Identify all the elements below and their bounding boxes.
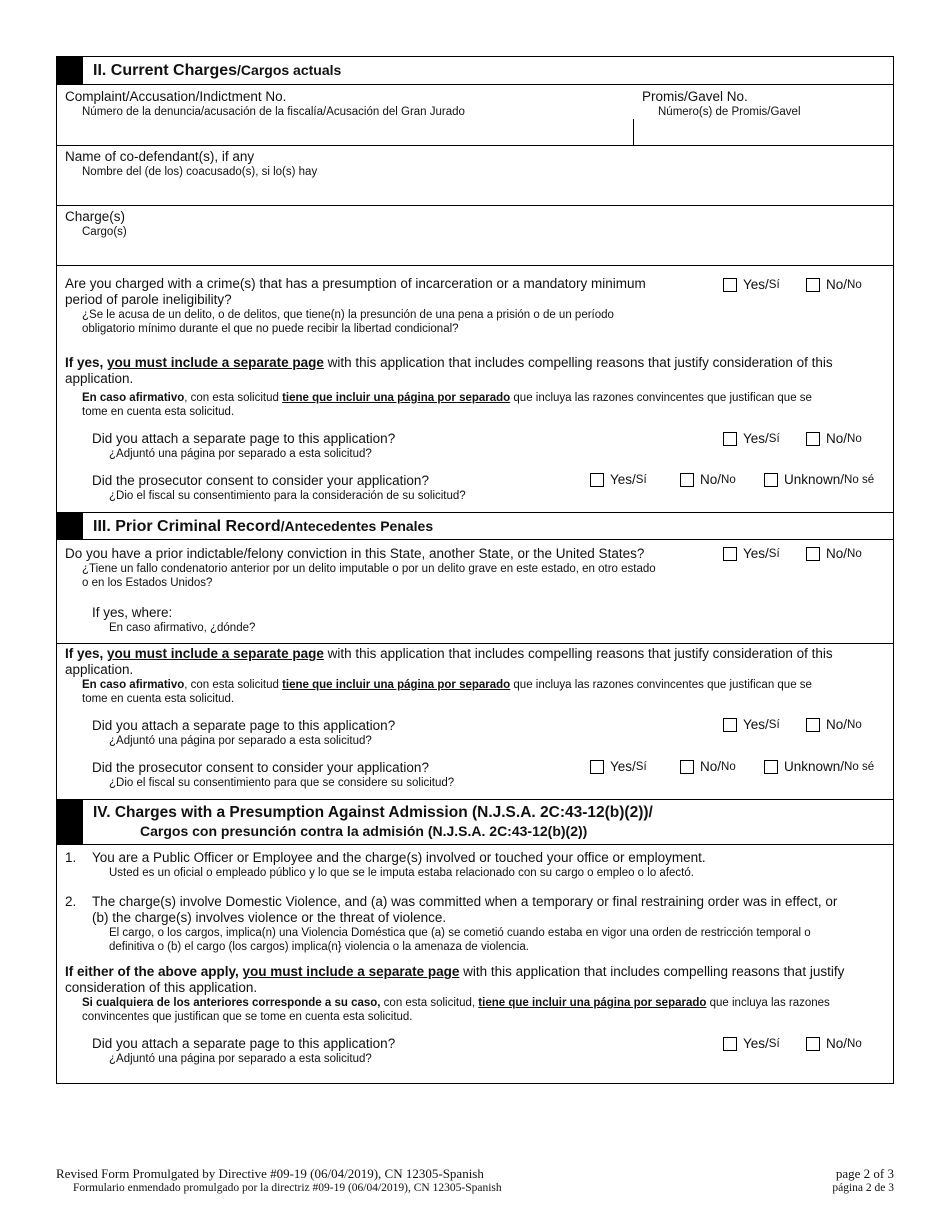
page-number: page 2 of 3 (835, 1166, 894, 1181)
attach-3-yes-checkbox[interactable]: Yes/ Sí (723, 717, 780, 732)
codefendant-label: Name of co-defendant(s), if any (65, 149, 255, 164)
attach-no-checkbox[interactable]: No/ No (806, 431, 862, 446)
section-4-header (57, 799, 893, 845)
charges-label-es: Cargo(s) (82, 226, 127, 238)
separate-page-instruction-es-2: tome en cuenta esta solicitud. (82, 406, 235, 418)
item-1-number: 1. (65, 850, 77, 865)
application-form (56, 56, 894, 1084)
separate-page-instruction-es: En caso afirmativo, con esta solicitud tiene que incluir una página por separado que incluya las razones convincentes que justifican que se (82, 392, 812, 404)
prosecutor-question-3: Did the prosecutor consent to consider your application? (92, 760, 429, 775)
item-2-text-2: (b) the charge(s) involves violence or the threat of violence. (92, 910, 447, 925)
separate-page-instruction-3-es: En caso afirmativo, con esta solicitud tiene que incluir una página por separado que incluya las razones convincentes que justifican que se (82, 679, 812, 691)
section-2-header (57, 57, 893, 85)
separate-page-instruction-3-es-2: tome en cuenta esta solicitud. (82, 693, 235, 705)
prior-conviction-question-es-2: o en los Estados Unidos? (82, 577, 213, 589)
item-2-number: 2. (65, 894, 77, 909)
complaint-label: Complaint/Accusation/Indictment No. (65, 89, 287, 104)
presumption-question-2: period of parole ineligibility? (65, 292, 232, 307)
attach-question-4: Did you attach a separate page to this application? (92, 1036, 396, 1051)
prosecutor-question-es: ¿Dio el fiscal su consentimiento para la consideración de su solicitud? (109, 490, 466, 502)
section-2-title: II. Current Charges (93, 62, 238, 79)
attach-4-no-checkbox[interactable]: No/ No (806, 1036, 862, 1051)
separate-page-instruction-3: If yes, you must include a separate page with this application that includes compelling reasons that justify consideration of this (65, 646, 833, 661)
attach-yes-checkbox[interactable]: Yes/ Sí (723, 431, 780, 446)
prior-no-checkbox[interactable]: No/ No (806, 546, 862, 561)
prior-conviction-question-es: ¿Tiene un fallo condenatorio anterior por un delito imputable o por un delito grave en este estado, en otro estado (82, 563, 656, 575)
attach-question-3-es: ¿Adjuntó una página por separado a esta solicitud? (109, 735, 372, 747)
section-marker (57, 513, 83, 539)
item-2-text-es: El cargo, o los cargos, implica(n) una Violencia Doméstica que (a) se cometió cuando estaba en vigor una orden de restricción temporal o (109, 927, 811, 939)
divider (57, 205, 893, 206)
divider (57, 643, 893, 644)
prosecutor-3-yes-checkbox[interactable]: Yes/ Sí (590, 759, 647, 774)
attach-question-es: ¿Adjuntó una página por separado a esta solicitud? (109, 448, 372, 460)
section-3-title-es: /Antecedentes Penales (280, 518, 434, 534)
footer-left-es: Formulario enmendado promulgado por la directriz #09-19 (06/04/2019), CN 12305-Spanish (73, 1182, 502, 1194)
item-2-text-es-2: definitiva o (b) el cargo (los cargos) implica(n} violencia o la amenaza de violencia. (109, 941, 529, 953)
checkbox-square (723, 278, 737, 292)
promis-label: Promis/Gavel No. (642, 89, 748, 104)
checkbox-square (806, 278, 820, 292)
footer-left: Revised Form Promulgated by Directive #09-19 (06/04/2019), CN 12305-Spanish (56, 1166, 484, 1181)
section-2-title-es: /Cargos actuals (237, 62, 342, 78)
attach-question-4-es: ¿Adjuntó una página por separado a esta solicitud? (109, 1053, 372, 1065)
separate-page-instruction-3-2: application. (65, 662, 134, 677)
checkbox-square (723, 1037, 737, 1051)
either-instruction-es: Si cualquiera de los anteriores corresponde a su caso, con esta solicitud, tiene que incluir una página por separado que incluya las razones (82, 997, 830, 1009)
charges-label: Charge(s) (65, 209, 126, 224)
attach-4-yes-checkbox[interactable]: Yes/ Sí (723, 1036, 780, 1051)
codefendant-label-es: Nombre del (de los) coacusado(s), si lo(s) hay (82, 166, 318, 178)
prosecutor-question: Did the prosecutor consent to consider your application? (92, 473, 429, 488)
checkbox-square (723, 432, 737, 446)
attach-3-no-checkbox[interactable]: No/ No (806, 717, 862, 732)
section-marker (57, 57, 83, 84)
checkbox-square (590, 473, 604, 487)
divider (57, 265, 893, 266)
presumption-question: Are you charged with a crime(s) that has a presumption of incarceration or a mandatory minimum (65, 276, 646, 291)
presumption-no-checkbox[interactable]: No/ No (806, 277, 862, 292)
prosecutor-question-3-es: ¿Dio el fiscal su consentimiento para que se considere su solicitud? (109, 777, 455, 789)
checkbox-square (590, 760, 604, 774)
presumption-question-es: ¿Se le acusa de un delito, o de delitos, que tiene(n) la presunción de una pena a prisión o de un período (82, 309, 614, 321)
prosecutor-yes-checkbox[interactable]: Yes/ Sí (590, 472, 647, 487)
section-4-title-es: Cargos con presunción contra la admisión (N.J.S.A. 2C:43-12(b)(2)) (140, 823, 588, 839)
checkbox-square (680, 473, 694, 487)
presumption-yes-checkbox[interactable]: Yes/ Sí (723, 277, 780, 292)
section-4-title: IV. Charges with a Presumption Against Admission (N.J.S.A. 2C:43-12(b)(2))/ (93, 804, 653, 821)
promis-label-es: Número(s) de Promis/Gavel (658, 106, 801, 118)
page-number-es: página 2 de 3 (832, 1182, 894, 1194)
prosecutor-3-no-checkbox[interactable]: No/ No (680, 759, 736, 774)
checkbox-square (764, 760, 778, 774)
section-3-header (57, 512, 893, 540)
checkbox-square (806, 432, 820, 446)
prior-yes-checkbox[interactable]: Yes/ Sí (723, 546, 780, 561)
prosecutor-unknown-checkbox[interactable]: Unknown/ No sé (764, 472, 874, 487)
either-instruction-es-2: convincentes que justifican que se tome en cuenta esta solicitud. (82, 1011, 413, 1023)
checkbox-square (723, 547, 737, 561)
where-label-es: En caso afirmativo, ¿dónde? (109, 622, 256, 634)
checkbox-square (680, 760, 694, 774)
promis-field-divider (633, 119, 634, 145)
attach-question-3: Did you attach a separate page to this application? (92, 718, 396, 733)
checkbox-square (723, 718, 737, 732)
prior-conviction-question: Do you have a prior indictable/felony conviction in this State, another State, or the United States? (65, 546, 645, 561)
presumption-question-es-2: obligatorio mínimo durante el que no puede recibir la libertad condicional? (82, 323, 459, 335)
where-label: If yes, where: (92, 605, 173, 620)
prosecutor-3-unknown-checkbox[interactable]: Unknown/ No sé (764, 759, 874, 774)
separate-page-instruction: If yes, you must include a separate page with this application that includes compelling reasons that justify consideration of this (65, 355, 833, 370)
item-1-text: You are a Public Officer or Employee and the charge(s) involved or touched your office or employment. (92, 850, 706, 865)
prosecutor-no-checkbox[interactable]: No/ No (680, 472, 736, 487)
attach-question: Did you attach a separate page to this application? (92, 431, 396, 446)
section-3-title: III. Prior Criminal Record (93, 518, 281, 535)
item-1-text-es: Usted es un oficial o empleado público y lo que se le imputa estaba relacionado con su cargo o empleo o lo afectó. (109, 867, 694, 879)
complaint-label-es: Número de la denuncia/acusación de la fiscalía/Acusación del Gran Jurado (82, 106, 465, 118)
either-instruction: If either of the above apply, you must include a separate page with this application that includes compelling reasons that justify (65, 964, 845, 979)
divider (57, 145, 893, 146)
separate-page-instruction-2: application. (65, 371, 134, 386)
item-2-text: The charge(s) involve Domestic Violence, and (a) was committed when a temporary or final restraining order was in effect, or (92, 894, 838, 909)
checkbox-square (806, 1037, 820, 1051)
either-instruction-2: consideration of this application. (65, 980, 258, 995)
checkbox-square (806, 718, 820, 732)
checkbox-square (764, 473, 778, 487)
checkbox-square (806, 547, 820, 561)
section-marker (57, 800, 83, 844)
